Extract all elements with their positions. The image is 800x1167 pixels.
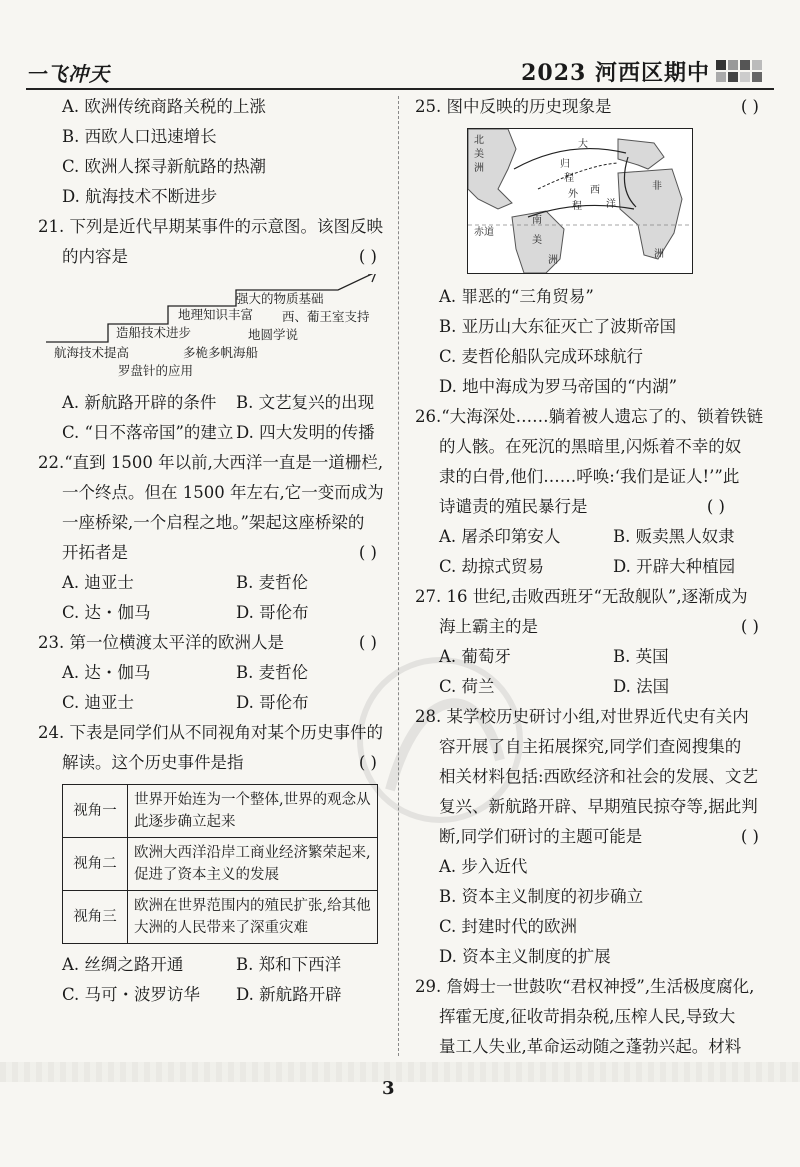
q25-answer-paren[interactable]: ( ) [740, 97, 759, 116]
q21-option-b[interactable]: B. 文艺复兴的出现 [236, 393, 375, 412]
diagram-sub-4: 西、葡王室支持 [282, 309, 370, 324]
q27-option-c[interactable]: C. 荷兰 [439, 677, 495, 696]
q28-option-b[interactable]: B. 资本主义制度的初步确立 [439, 887, 644, 906]
q22-option-d[interactable]: D. 哥伦布 [236, 603, 309, 622]
q21-stem-line2 [38, 242, 383, 272]
q23-option-b[interactable]: B. 麦哲伦 [236, 663, 309, 682]
q24-answer-paren[interactable]: ( ) [358, 753, 377, 772]
footer-band [0, 1062, 800, 1082]
q21-stem-text: 的内容是 [62, 247, 128, 266]
diagram-sub-2: 多桅多帆海船 [183, 345, 259, 360]
q22-stem-line3: 一座桥梁,一个启程之地。”架起这座桥梁的 [62, 513, 365, 532]
q23-option-c[interactable]: C. 迪亚士 [62, 693, 135, 712]
q26-stem-line4 [415, 492, 765, 522]
map-label: 程 [564, 173, 574, 184]
q22-option-a[interactable]: A. 迪亚士 [62, 573, 134, 592]
q24-perspective-table [62, 784, 378, 944]
page-number: 3 [382, 1078, 395, 1099]
q28-stem-text: 断,同学们研讨的主题可能是 [439, 827, 643, 846]
header-rule [26, 88, 774, 90]
map-label: 洲 [654, 249, 664, 260]
q27-option-d[interactable]: D. 法国 [613, 677, 670, 696]
map-label: 非 [652, 181, 662, 192]
q22-option-c[interactable]: C. 达・伽马 [62, 603, 151, 622]
q27-options-row1 [415, 642, 765, 672]
map-label: 外 [568, 189, 578, 200]
map-label: 程 [572, 201, 582, 212]
q20-option-d[interactable]: D. 航海技术不断进步 [62, 187, 218, 206]
q24-option-b[interactable]: B. 郑和下西洋 [236, 955, 342, 974]
q28-answer-paren[interactable]: ( ) [740, 827, 759, 846]
q25-option-d[interactable]: D. 地中海成为罗马帝国的“内湖” [439, 377, 678, 396]
q27-answer-paren[interactable]: ( ) [740, 617, 759, 636]
q20-option-b[interactable]: B. 西欧人口迅速增长 [62, 127, 217, 146]
diagram-step-3: 地理知识丰富 [178, 307, 254, 322]
diagram-step-1: 航海技术提高 [54, 345, 130, 360]
q22-options-row2 [38, 598, 383, 628]
map-label: 美 [532, 235, 542, 246]
q27-stem-text: 海上霸主的是 [439, 617, 538, 636]
table-row-text: 欧洲在世界范围内的殖民扩张,给其他大洲的人民带来了深重灾难 [128, 891, 378, 944]
q26-stem-line3: 隶的白骨,他们……呼唤:‘我们是证人!’”此 [439, 467, 740, 486]
table-row [63, 785, 378, 838]
table-row-head: 视角三 [63, 891, 128, 944]
q22-stem-line4 [38, 538, 383, 568]
table-row-head: 视角一 [63, 785, 128, 838]
q23-option-a[interactable]: A. 达・伽马 [62, 663, 151, 682]
q28-stem-line5 [415, 822, 765, 852]
brand-logo: 一飞冲天 [26, 62, 110, 86]
exam-title: 2023 河西区期中 [521, 60, 710, 86]
map-label: 西 [590, 185, 600, 196]
map-label: 北 [474, 135, 484, 146]
q27-options-row2 [415, 672, 765, 702]
column-divider [398, 96, 399, 1056]
map-label-equator: 赤道 [474, 227, 494, 238]
q24-options-row2 [38, 980, 383, 1010]
table-row-text: 世界开始连为一个整体,世界的观念从此逐步确立起来 [128, 785, 378, 838]
left-column [38, 92, 383, 1010]
q27-option-a[interactable]: A. 葡萄牙 [439, 647, 511, 666]
map-label: 归 [560, 159, 570, 170]
q28-option-d[interactable]: D. 资本主义制度的扩展 [439, 947, 611, 966]
table-row-text: 欧洲大西洋沿岸工商业经济繁荣起来,促进了资本主义的发展 [128, 838, 378, 891]
q21-options-row1 [38, 388, 383, 418]
q23-options-row1 [38, 658, 383, 688]
q26-option-c[interactable]: C. 劫掠式贸易 [439, 557, 545, 576]
q29-stem-line2: 挥霍无度,征收苛捐杂税,压榨人民,导致大 [439, 1007, 736, 1026]
q21-option-c[interactable]: C. “日不落帝国”的建立 [62, 423, 234, 442]
q21-option-d[interactable]: D. 四大发明的传播 [236, 423, 375, 442]
table-row [63, 891, 378, 944]
table-row [63, 838, 378, 891]
q22-option-b[interactable]: B. 麦哲伦 [236, 573, 309, 592]
q25-stem-text: 25. 图中反映的历史现象是 [415, 97, 612, 116]
q24-stem-line2 [38, 748, 383, 778]
q27-option-b[interactable]: B. 英国 [613, 647, 669, 666]
q25-atlantic-trade-map [467, 128, 693, 274]
q24-stem-line1: 24. 下表是同学们从不同视角对某个历史事件的 [38, 723, 383, 742]
q23-stem-text: 23. 第一位横渡太平洋的欧洲人是 [38, 633, 284, 652]
q21-stem-line1: 21. 下列是近代早期某事件的示意图。该图反映 [38, 217, 383, 236]
q23-option-d[interactable]: D. 哥伦布 [236, 693, 309, 712]
q22-answer-paren[interactable]: ( ) [358, 543, 377, 562]
diagram-sub-3: 地圆学说 [248, 327, 299, 342]
q26-options-row2 [415, 552, 765, 582]
decorative-squares-icon [714, 58, 770, 84]
staircase-lines [38, 274, 378, 384]
q22-stem-line1: 22.“直到 1500 年以前,大西洋一直是一道栅栏, [38, 453, 384, 472]
map-label: 洲 [548, 255, 558, 266]
map-label: 洋 [606, 199, 616, 210]
q22-stem-text: 开拓者是 [62, 543, 128, 562]
q23-options-row2 [38, 688, 383, 718]
q24-stem-text: 解读。这个历史事件是指 [62, 753, 244, 772]
q28-stem-line2: 容开展了自主拓展探究,同学们查阅搜集的 [439, 737, 742, 756]
q28-stem-line4: 复兴、新航路开辟、早期殖民掠夺等,据此判 [439, 797, 758, 816]
q24-options-row1 [38, 950, 383, 980]
q21-option-a[interactable]: A. 新航路开辟的条件 [62, 393, 217, 412]
q26-option-d[interactable]: D. 开辟大种植园 [613, 557, 736, 576]
map-label: 美 [474, 149, 484, 160]
diagram-step-4: 强大的物质基础 [236, 291, 324, 306]
q28-option-c[interactable]: C. 封建时代的欧洲 [439, 917, 578, 936]
q26-stem-text: 诗谴责的殖民暴行是 [439, 497, 588, 516]
q20-option-c[interactable]: C. 欧洲人探寻新航路的热潮 [62, 157, 267, 176]
table-row-head: 视角二 [63, 838, 128, 891]
q26-answer-paren[interactable]: ( ) [706, 497, 725, 516]
q21-answer-paren[interactable]: ( ) [358, 247, 377, 266]
map-label: 南 [532, 215, 542, 226]
q29-stem-line3: 量工人失业,革命运动随之蓬勃兴起。材料 [439, 1037, 742, 1056]
q28-stem-line1: 28. 某学校历史研讨小组,对世界近代史有关内 [415, 707, 749, 726]
right-column [415, 92, 765, 1062]
q29-stem-line1: 29. 詹姆士一世鼓吹“君权神授”,生活极度腐化, [415, 977, 755, 996]
q25-option-a[interactable]: A. 罪恶的“三角贸易” [439, 287, 594, 306]
q25-option-c[interactable]: C. 麦哲伦船队完成环球航行 [439, 347, 644, 366]
q20-option-a[interactable]: A. 欧洲传统商路关税的上涨 [62, 97, 266, 116]
diagram-sub-1: 罗盘针的应用 [118, 363, 194, 378]
q27-stem-line2 [415, 612, 765, 642]
q27-stem-line1: 27. 16 世纪,击败西班牙“无敌舰队”,逐渐成为 [415, 587, 748, 606]
q24-option-d[interactable]: D. 新航路开辟 [236, 985, 342, 1004]
q28-stem-line3: 相关材料包括:西欧经济和社会的发展、文艺 [439, 767, 759, 786]
q24-option-c[interactable]: C. 马可・波罗访华 [62, 985, 201, 1004]
q26-option-a[interactable]: A. 屠杀印第安人 [439, 527, 561, 546]
q21-options-row2 [38, 418, 383, 448]
q28-option-a[interactable]: A. 步入近代 [439, 857, 528, 876]
diagram-step-2: 造船技术进步 [116, 325, 192, 340]
q23-answer-paren[interactable]: ( ) [358, 633, 377, 652]
q22-options-row1 [38, 568, 383, 598]
map-label: 洲 [474, 163, 484, 174]
map-label: 大 [578, 139, 588, 150]
q25-stem-line [415, 92, 765, 122]
q22-stem-line2: 一个终点。但在 1500 年左右,它一变而成为 [62, 483, 384, 502]
q21-staircase-diagram [38, 274, 383, 384]
q26-options-row1 [415, 522, 765, 552]
q26-stem-line2: 的人骸。在死沉的黑暗里,闪烁着不幸的奴 [439, 437, 742, 456]
q26-option-b[interactable]: B. 贩卖黑人奴隶 [613, 527, 735, 546]
q23-stem-line [38, 628, 383, 658]
q26-stem-line1: 26.“大海深处……躺着被人遗忘了的、锁着铁链 [415, 407, 764, 426]
q24-option-a[interactable]: A. 丝绸之路开通 [62, 955, 184, 974]
q25-option-b[interactable]: B. 亚历山大东征灭亡了波斯帝国 [439, 317, 677, 336]
